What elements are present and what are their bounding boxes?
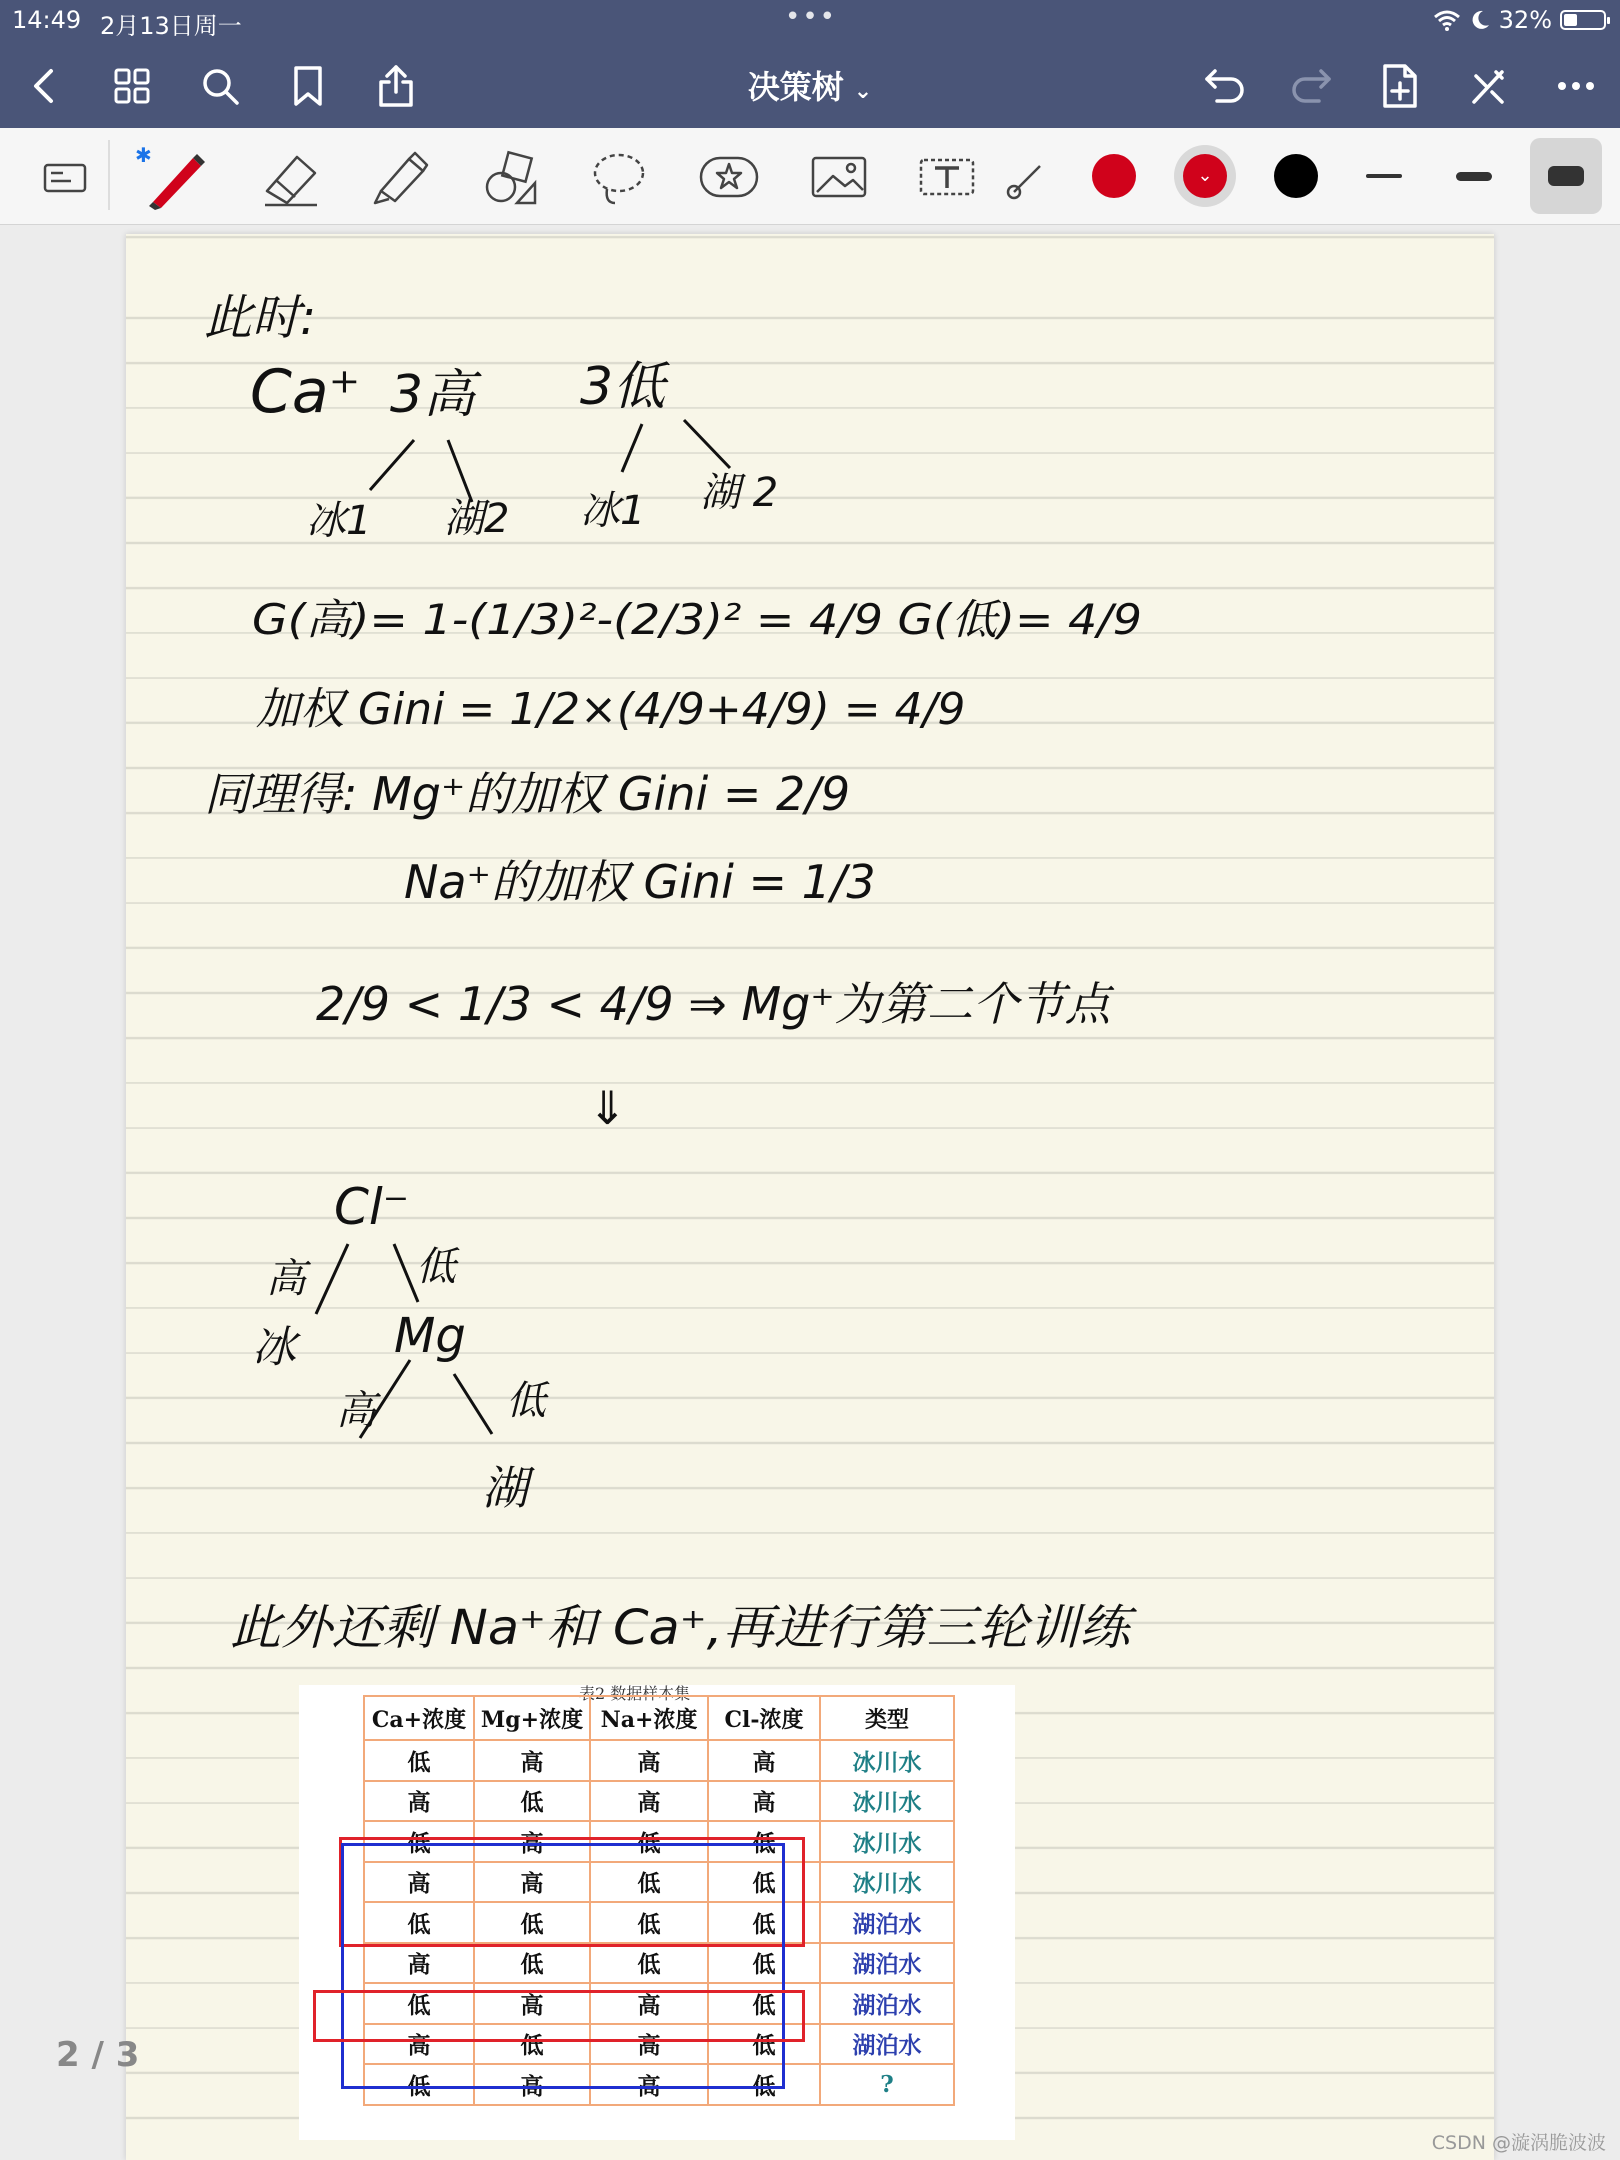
table-cell: 低: [708, 1821, 820, 1862]
table-header: Ca+浓度: [364, 1696, 474, 1740]
table-cell: 高: [590, 2064, 708, 2105]
color-swatch-red[interactable]: [1092, 154, 1136, 198]
stroke-thin-button[interactable]: [1352, 154, 1418, 198]
pen-icon: [135, 144, 207, 210]
table-cell: 高: [590, 2024, 708, 2065]
battery-percent: 32%: [1498, 6, 1552, 34]
page-indicator: 2 / 3: [56, 2035, 140, 2075]
note-mg-node: Mg: [394, 1308, 466, 1364]
table-cell-type: 湖泊水: [820, 1983, 954, 2024]
svg-text:✱: ✱: [135, 143, 152, 167]
note-line-8: ⇓: [588, 1081, 627, 1135]
redo-button[interactable]: [1284, 58, 1340, 114]
table-header: 类型: [820, 1696, 954, 1740]
table-cell: 高: [474, 1983, 590, 2024]
table-cell: 高: [474, 1862, 590, 1903]
status-bar: [0, 0, 1620, 40]
note-leaf-lake2b: 湖 2: [700, 470, 779, 516]
table-header: Cl-浓度: [708, 1696, 820, 1740]
table-cell: 高: [708, 1740, 820, 1781]
table-cell: 低: [474, 2024, 590, 2065]
watermark: CSDN @漩涡脆波波: [1431, 2132, 1606, 2154]
note-cl-root: Cl⁻: [334, 1178, 410, 1236]
add-page-icon: [1381, 63, 1419, 109]
table-cell: 高: [590, 1781, 708, 1822]
table-cell: 高: [364, 1862, 474, 1903]
table-cell-type: 湖泊水: [820, 2024, 954, 2065]
undo-button[interactable]: [1196, 58, 1252, 114]
table-cell-type: 冰川水: [820, 1740, 954, 1781]
close-tools-icon: [1468, 66, 1508, 106]
shapes-icon: [479, 147, 543, 207]
stroke-medium-icon: [1456, 172, 1492, 181]
note-cl-low: 低: [416, 1244, 456, 1290]
laser-icon: [1000, 152, 1060, 202]
table-header: Mg+浓度: [474, 1696, 590, 1740]
color-options-chevron-icon: ⌄: [1183, 154, 1227, 198]
note-3low: 3低: [580, 357, 666, 417]
table-row: [364, 1862, 954, 1903]
tool-image[interactable]: [804, 142, 874, 212]
table-cell-type: ?: [820, 2064, 954, 2105]
battery-icon: [1560, 10, 1606, 30]
moon-icon: [1469, 9, 1491, 31]
table-cell: 低: [474, 1781, 590, 1822]
table-row: [364, 1902, 954, 1943]
more-icon: [1556, 80, 1596, 92]
note-leaf-ice1b: 冰1: [580, 488, 646, 534]
table-cell: 低: [708, 2064, 820, 2105]
table-cell-type: 湖泊水: [820, 1902, 954, 1943]
add-page-button[interactable]: [1372, 58, 1428, 114]
table-header-row: [364, 1696, 954, 1740]
table-cell: 高: [590, 1983, 708, 2024]
table-row: [364, 1821, 954, 1862]
multitask-dots-icon[interactable]: •••: [785, 2, 838, 32]
status-date: 2月13日周一: [100, 12, 242, 40]
color-swatch-black[interactable]: [1274, 154, 1318, 198]
note-line-6: Na⁺的加权 Gini = 1/3: [404, 855, 876, 909]
note-leaf-ice: 冰: [252, 1322, 296, 1373]
table-row: [364, 2024, 954, 2065]
stroke-thick-button[interactable]: [1530, 138, 1602, 214]
note-mg-high: 高: [336, 1388, 376, 1434]
data-table: [363, 1695, 955, 2106]
note-ca-label: Ca⁺: [250, 357, 361, 427]
table-cell: 高: [364, 2024, 474, 2065]
eraser-icon: [259, 147, 323, 207]
image-icon: [809, 152, 869, 202]
stroke-thick-icon: [1548, 166, 1584, 186]
table-cell: 高: [364, 1943, 474, 1984]
more-button[interactable]: [1548, 58, 1604, 114]
table-cell: 低: [474, 1902, 590, 1943]
table-cell: 高: [364, 1781, 474, 1822]
table-cell: 高: [474, 1821, 590, 1862]
table-row: [364, 1740, 954, 1781]
nav-bar: [0, 48, 1620, 120]
chevron-down-icon: ⌄: [853, 79, 873, 104]
note-line-7: 2/9 < 1/3 < 4/9 ⇒ Mg⁺为第二个节点: [316, 977, 1111, 1031]
stroke-medium-button[interactable]: [1442, 154, 1508, 198]
status-time: 14:49: [12, 6, 82, 34]
tool-shapes[interactable]: [476, 142, 546, 212]
table-row: [364, 1943, 954, 1984]
stroke-thin-icon: [1366, 174, 1402, 178]
table-cell: 低: [590, 1862, 708, 1903]
note-leaf-ice1: 冰1: [306, 498, 372, 544]
table-cell: 低: [364, 1821, 474, 1862]
table-cell: 低: [590, 1902, 708, 1943]
table-cell-type: 湖泊水: [820, 1943, 954, 1984]
note-line-3: G(高)= 1-(1/3)²-(2/3)² = 4/9 G(低)= 4/9: [252, 595, 1142, 644]
table-row: [364, 1983, 954, 2024]
tool-pen[interactable]: [136, 142, 206, 212]
note-line-5: 同理得: Mg⁺的加权 Gini = 2/9: [204, 767, 851, 821]
note-leaf-lake: 湖: [482, 1461, 528, 1515]
note-line-0: 此时:: [204, 290, 317, 346]
note-mg-low: 低: [506, 1378, 546, 1424]
table-cell: 低: [364, 2064, 474, 2105]
table-cell: 低: [708, 1943, 820, 1984]
tool-lasso-switch[interactable]: [30, 142, 100, 212]
drawing-toolbar: [0, 128, 1620, 225]
sticker-icon: [697, 152, 761, 202]
pasted-table-image[interactable]: [299, 1685, 1015, 2140]
status-right: [1433, 6, 1606, 34]
table-cell: 低: [708, 1862, 820, 1903]
note-leaf-lake2: 湖2: [444, 496, 510, 542]
tool-eraser[interactable]: [256, 142, 326, 212]
lasso-icon: [587, 147, 651, 207]
textbox-icon: [917, 152, 977, 202]
document-title: 决策树: [747, 68, 844, 106]
tool-lasso[interactable]: [584, 142, 654, 212]
lasso-switch-icon: [41, 157, 89, 197]
toolbar-separator: [108, 140, 110, 210]
table-row: [364, 1781, 954, 1822]
close-tools-button[interactable]: [1460, 58, 1516, 114]
table-cell: 低: [474, 1943, 590, 1984]
table-caption: 表2 数据样本集: [579, 1684, 691, 1703]
table-cell: 高: [708, 1781, 820, 1822]
ca-tree-branches: [370, 420, 730, 502]
table-cell-type: 冰川水: [820, 1821, 954, 1862]
tool-laser[interactable]: [1010, 142, 1050, 212]
tool-sticker[interactable]: [694, 142, 764, 212]
top-bar: [0, 0, 1620, 128]
note-line-4: 加权 Gini = 1/2×(4/9+4/9) = 4/9: [256, 684, 966, 735]
highlighter-icon: [369, 147, 433, 207]
table-header: Na+浓度: [590, 1696, 708, 1740]
table-row: [364, 2064, 954, 2105]
notebook-page[interactable]: [126, 234, 1494, 2160]
table-cell: 低: [708, 2024, 820, 2065]
table-cell-type: 冰川水: [820, 1781, 954, 1822]
redo-icon: [1291, 67, 1333, 105]
table-cell: 低: [708, 1902, 820, 1943]
undo-icon: [1203, 67, 1245, 105]
note-line-17: 此外还剩 Na⁺和 Ca⁺,再进行第三轮训练: [230, 1600, 1138, 1656]
table-cell: 高: [590, 1740, 708, 1781]
table-cell: 低: [708, 1983, 820, 2024]
note-cl-high: 高: [266, 1256, 306, 1302]
table-cell: 低: [590, 1943, 708, 1984]
tool-textbox[interactable]: [912, 142, 982, 212]
wifi-icon: [1433, 9, 1461, 31]
note-3high: 3高: [390, 365, 476, 425]
table-cell: 高: [474, 2064, 590, 2105]
table-cell: 低: [590, 1821, 708, 1862]
table-cell-type: 冰川水: [820, 1862, 954, 1903]
table-cell: 低: [364, 1902, 474, 1943]
color-swatch-red-selected[interactable]: [1174, 145, 1236, 207]
table-cell: 低: [364, 1983, 474, 2024]
table-cell: 高: [474, 1740, 590, 1781]
tool-highlighter[interactable]: [366, 142, 436, 212]
table-cell: 低: [364, 1740, 474, 1781]
